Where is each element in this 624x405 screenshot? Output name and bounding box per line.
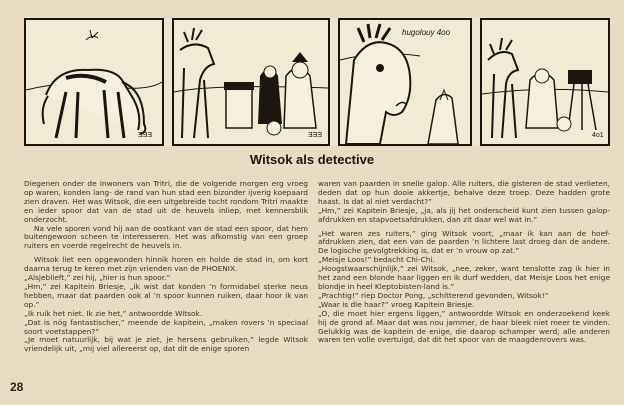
- comic-panel-3: [338, 18, 472, 146]
- artist-signature: ƎƎƎ: [308, 132, 323, 139]
- horse-closeup-illustration: [340, 20, 470, 144]
- comic-panel-1: [24, 18, 164, 146]
- left-text-column: [24, 180, 308, 354]
- paragraph: „Het waren zes ruiters,” ging Witsok voort, „maar ik kan aan de hoef-afdrukken zien, dat een van de paarden ’n lichtere last droeg dan de andere. De logische gevolgtrekking is, dat er ’n vrouw op zat.”: [318, 228, 610, 256]
- page-number: 28: [10, 380, 24, 394]
- comic-panel-4: [480, 18, 610, 146]
- paragraph: „Hoogstwaarschijnlijk,” zei Witsok, „nee, zeker, want tenslotte zag ik hier in het zand een blonde haar liggen en ik durf wedden, dat Meisje Loos het enige blondje in heel Kleptobisten-land is.”: [318, 264, 610, 291]
- paragraph: „Je moet natuurlijk, bij wat je ziet, je hersens gebruiken,” legde Witsok vriendelijk uit, „mij viel allereerst op, dat dit de enige sporen: [24, 335, 308, 354]
- paragraph: Diegenen onder de inwoners van Tritri, die de volgende morgen erg vroeg op waren, konden lang- de rand van hun stad een bizonder ijverig koepaard zien draven. Het was Witsok, die een uitgebreide tocht rondom Tritri maakte en ieder spoor dat van de stad uit de heuvels inliep, met kennersblik onderzocht.: [24, 179, 308, 224]
- horse-and-camera-illustration: [482, 20, 608, 144]
- horse-and-crew-illustration: [174, 20, 328, 144]
- paragraph: „Alsjeblieft,” zei hij, „hier is hun spoor.”: [24, 273, 171, 283]
- paragraph: „O, die moet hier ergens liggen,” antwoordde Witsok en onderzoekend keek hij de grond af. Maar dat was nou jammer, de haar bleek niet meer te vinden. Gelukkig was de kapitein de enige, die daarop schamper werd; alle anderen waren ten volle overtuigd, dat dit het spoor van de maagdenrovers was.: [318, 308, 610, 345]
- paragraph: „Prachtig!” riep Doctor Pong, „schitterend gevonden, Witsok!”: [318, 290, 549, 300]
- horse-grazing-illustration: [26, 20, 162, 144]
- paragraph: „Dat is nóg fantastischer,” meende de kapitein, „maken rovers ’n speciaal soort voetstappen?”: [24, 317, 308, 336]
- paragraph: „Meisje Loos!” bedacht Chi-Chi.: [318, 255, 435, 265]
- artist-signature: 4o1: [592, 132, 604, 139]
- paragraph: „Hm,” zei Kapitein Briesje, „ja, als jij het onderscheid kunt zien tussen galop-afdrukken en stapvoetsafdrukken, dan zit daar wel wat in.”: [318, 205, 610, 224]
- right-text-column: [318, 180, 610, 345]
- paragraph: „Ik ruik het niet. Ik zie het,” antwoordde Witsok.: [24, 308, 203, 318]
- paragraph: „Waar is die haar?” vroeg Kapitein Briesje.: [318, 299, 475, 309]
- paragraph: Na vele sporen vond hij aan de oostkant van de stad een spoor, dat hem buitengewoon scheen te interesseren. Het was afkomstig van een groep ruiters en voerde regelrecht de heuvels in.: [24, 223, 308, 251]
- article-title: Witsok als detective: [249, 152, 375, 167]
- comic-strip: [24, 18, 610, 146]
- artist-signature: hugolouy 4oo: [402, 28, 451, 37]
- paragraph: „Hm,” zei Kapitein Briesje, „ik wist dat konden ’n formidabel sterke neus hebben, maar dat paarden ook al ’n spoor kunnen ruiken, daar hoor ik van op.”: [24, 281, 308, 309]
- comic-panel-2: [172, 18, 330, 146]
- paragraph: Witsok liet een opgewonden hinnik horen en holde de stad in, om kort daarna terug te keren met zijn vrienden van de PHOENIX.: [24, 255, 308, 274]
- artist-signature: ƎƎƎ: [138, 132, 153, 139]
- paragraph: waren van paarden in snelle galop. Alle ruiters, die gisteren de stad verlieten, deden dat op hun dooie akkertje, behalve deze troep. Deze hadden grote haast. Is dat al niet verdacht?”: [318, 179, 610, 206]
